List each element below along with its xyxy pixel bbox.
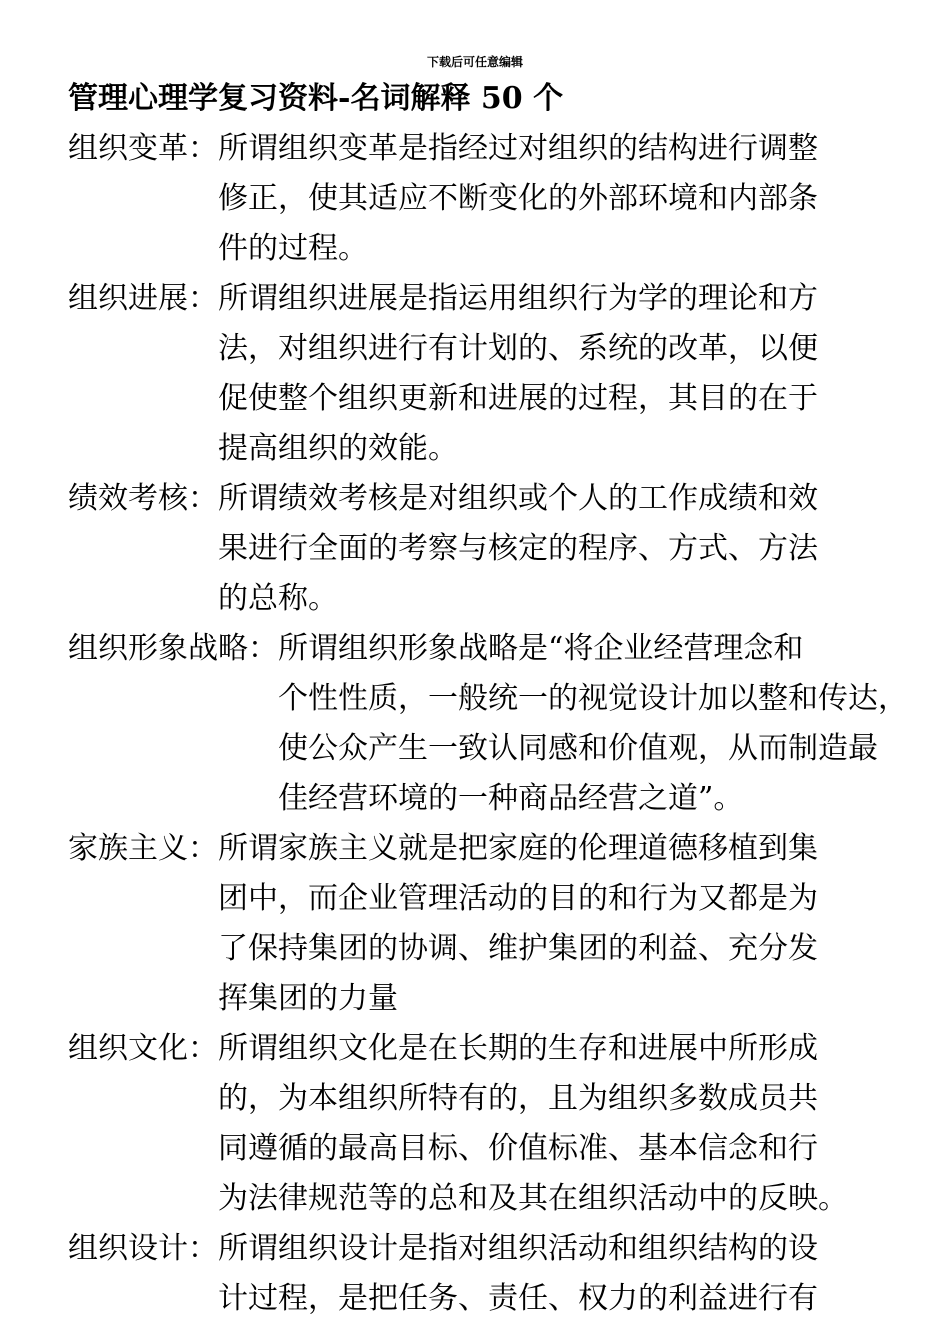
definition-line: 同遵循的最高目标、价值标准、基本信念和行: [218, 1131, 818, 1166]
definition-line: 所谓组织进展是指运用组织行为学的理论和方: [218, 281, 818, 316]
document-title: 管理心理学复习资料-名词解释 50 个: [68, 81, 564, 116]
glossary-entry: [68, 824, 908, 1024]
entry-definition: [218, 1224, 818, 1324]
definition-line: 使公众产生一致认同感和价值观，从而制造最: [278, 731, 878, 766]
definition-line: 为法律规范等的总和及其在组织活动中的反映。: [218, 1181, 848, 1216]
entry-definition: [218, 274, 818, 474]
entry-term: 组织形象战略：: [68, 631, 278, 666]
glossary-entry: [68, 124, 908, 274]
entry-definition: [278, 624, 908, 824]
glossary-entry: [68, 274, 908, 474]
entry-definition: [218, 124, 818, 274]
entry-term: 组织设计：: [68, 1231, 218, 1266]
entry-definition: [218, 824, 818, 1024]
definition-line: 团中，而企业管理活动的目的和行为又都是为: [218, 881, 818, 916]
entry-term: 组织文化：: [68, 1031, 218, 1066]
glossary-entry: [68, 624, 908, 824]
definition-line: 修正，使其适应不断变化的外部环境和内部条: [218, 181, 818, 216]
definition-line: 促使整个组织更新和进展的过程，其目的在于: [218, 381, 818, 416]
page-header-note: 下载后可任意编辑: [426, 55, 523, 69]
definition-line: 件的过程。: [218, 231, 368, 266]
definition-line: 所谓组织形象战略是“将企业经营理念和: [278, 631, 804, 666]
entry-definition: [218, 474, 818, 624]
definition-line: 所谓家族主义就是把家庭的伦理道德移植到集: [218, 831, 818, 866]
definition-line: 个性性质，一般统一的视觉设计加以整和传达，: [278, 681, 908, 716]
entry-term: 家族主义：: [68, 831, 218, 866]
definition-line: 提高组织的效能。: [218, 431, 458, 466]
glossary-entry: [68, 1224, 908, 1324]
definition-line: 的，为本组织所特有的，且为组织多数成员共: [218, 1081, 818, 1116]
entry-term: 组织变革：: [68, 131, 218, 166]
glossary-entries: [68, 124, 908, 1324]
entry-term: 组织进展：: [68, 281, 218, 316]
definition-line: 所谓绩效考核是对组织或个人的工作成绩和效: [218, 481, 818, 516]
definition-line: 计过程，是把任务、责任、权力的利益进行有: [218, 1281, 818, 1316]
definition-line: 所谓组织文化是在长期的生存和进展中所形成: [218, 1031, 818, 1066]
definition-line: 果进行全面的考察与核定的程序、方式、方法: [218, 531, 818, 566]
entry-term: 绩效考核：: [68, 481, 218, 516]
glossary-entry: [68, 474, 908, 624]
definition-line: 法，对组织进行有计划的、系统的改革，以便: [218, 331, 818, 366]
entry-definition: [218, 1024, 848, 1224]
definition-line: 所谓组织设计是指对组织活动和组织结构的设: [218, 1231, 818, 1266]
definition-line: 所谓组织变革是指经过对组织的结构进行调整: [218, 131, 818, 166]
definition-line: 佳经营环境的一种商品经营之道”。: [278, 781, 744, 816]
definition-line: 了保持集团的协调、维护集团的利益、充分发: [218, 931, 818, 966]
glossary-entry: [68, 1024, 908, 1224]
definition-line: 挥集团的力量: [218, 981, 398, 1016]
definition-line: 的总称。: [218, 581, 338, 616]
